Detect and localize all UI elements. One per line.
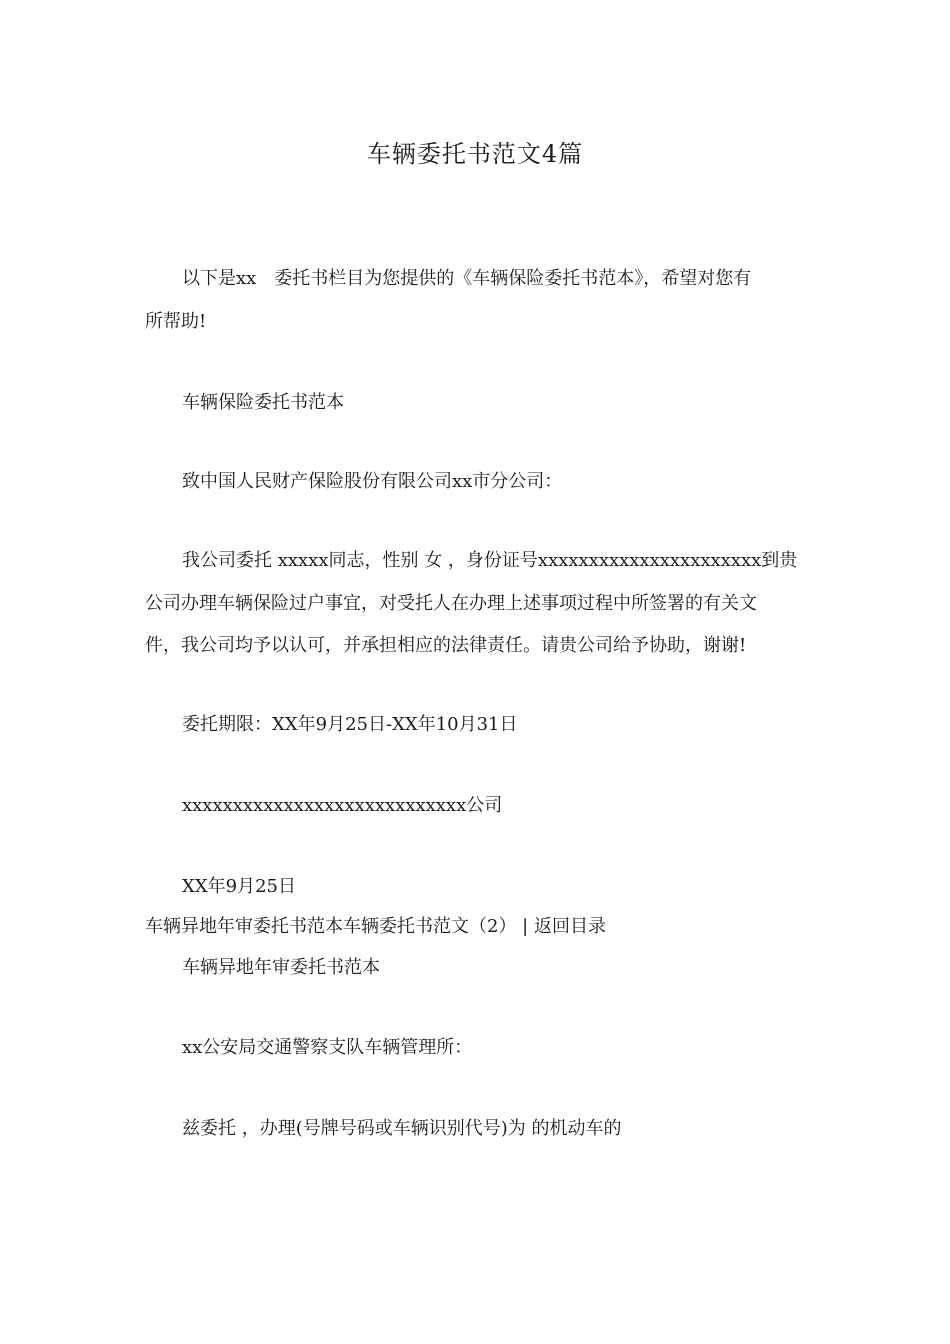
intro-line-2: 所帮助! [145,311,207,332]
intro-line-1: 以下是xx 委托书栏目为您提供的《车辆保险委托书范本》，希望对您有 [182,268,752,289]
section-link-line[interactable]: 车辆异地年审委托书范本车辆委托书范文（2） | 返回目录 [145,916,606,937]
document-title: 车辆委托书范文4篇 [366,140,584,168]
body-line-1: 我公司委托 xxxxx同志，性别 女 ，身份证号xxxxxxxxxxxxxxxxxxxxxx到贵 [182,550,798,571]
body-line-2: 公司办理车辆保险过户事宜，对受托人在办理上述事项过程中所签署的有关文 [145,593,757,614]
section-heading-annual-review: 车辆异地年审委托书范本 [182,957,380,978]
section-heading-insurance: 车辆保险委托书范本 [182,392,344,413]
body-line-4: 兹委托 ，办理(号牌号码或车辆识别代号)为 的机动车的 [182,1118,622,1139]
company-line: xxxxxxxxxxxxxxxxxxxxxxxxxxxx公司 [182,795,503,816]
addressee-line-2: xx公安局交通警察支队车辆管理所： [182,1037,473,1058]
date-line: XX年9月25日 [182,876,296,897]
addressee-line: 致中国人民财产保险股份有限公司xx市分公司： [182,471,563,492]
term-line: 委托期限：XX年9月25日-XX年10月31日 [182,714,518,735]
body-line-3: 件，我公司均予以认可，并承担相应的法律责任。请贵公司给予协助，谢谢! [145,635,747,656]
